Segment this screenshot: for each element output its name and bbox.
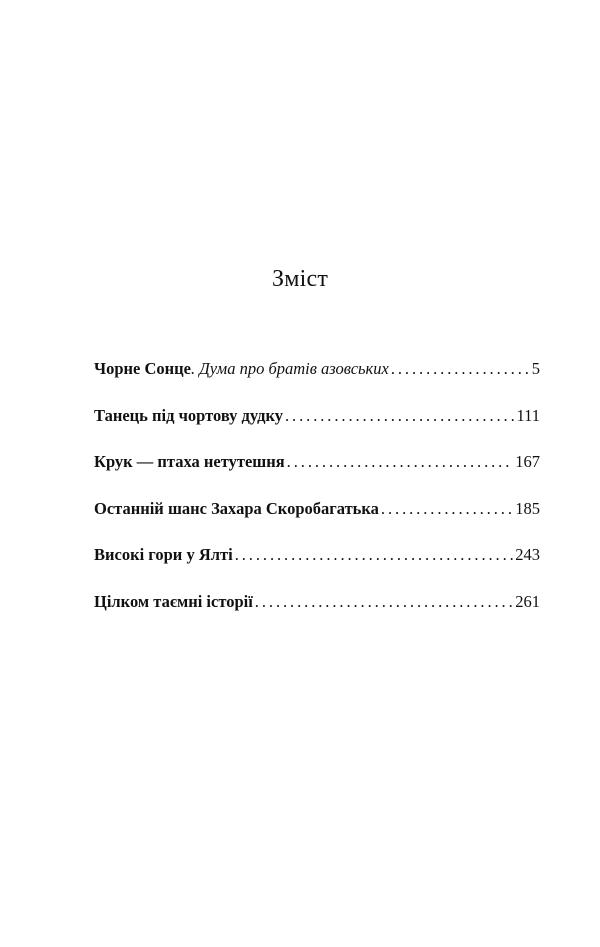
dot-leader [235, 544, 514, 566]
toc-list [94, 358, 540, 637]
toc-entry[interactable] [94, 544, 540, 591]
toc-entry-title: Останній шанс Захара Скоробагатька [94, 498, 379, 518]
toc-entry-page-number: 261 [515, 591, 540, 611]
toc-entry-title: Чорне Сонце [94, 359, 191, 378]
toc-entry-title: Крук — птаха нетутешня [94, 452, 285, 471]
toc-entry[interactable] [94, 591, 540, 638]
dot-leader [381, 498, 513, 520]
toc-entry-page-number: 167 [515, 452, 540, 471]
toc-heading: Зміст [271, 266, 329, 292]
dot-leader [255, 591, 513, 613]
dot-leader [287, 451, 514, 473]
dot-leader [285, 405, 514, 427]
toc-entry-subtitle: . Дума про братів азовських [191, 359, 389, 378]
toc-entry-title: Танець під чортову дудку [94, 405, 283, 425]
toc-entry[interactable] [94, 405, 540, 452]
toc-entry-page-number: 5 [531, 359, 540, 378]
toc-entry-title: Цілком таємні історії [94, 591, 253, 611]
toc-entry[interactable] [94, 498, 540, 545]
dot-leader [391, 358, 530, 380]
toc-entry[interactable] [94, 358, 540, 405]
toc-entry-title: Високі гори у Ялті [94, 545, 233, 564]
toc-entry-page-number: 185 [515, 498, 540, 518]
toc-entry-page-number: 111 [516, 405, 540, 425]
toc-entry[interactable] [94, 451, 540, 498]
toc-entry-page-number: 243 [515, 545, 540, 564]
